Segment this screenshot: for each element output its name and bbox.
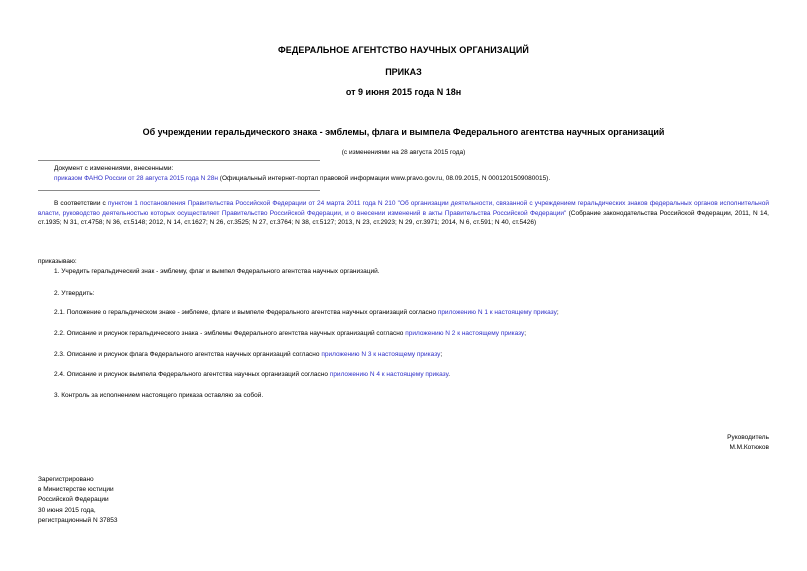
appendix-1-link[interactable]: приложению N 1 к настоящему приказу xyxy=(437,309,557,316)
changes-top-rule xyxy=(38,160,320,161)
order-word: приказываю: xyxy=(38,258,77,265)
appendix-2-link[interactable]: приложению N 2 к настоящему приказу xyxy=(405,330,525,337)
appendix-4-link[interactable]: приложению N 4 к настоящему приказу xyxy=(329,371,449,378)
item-2-4: 2.4. Описание и рисунок вымпела Федерального агентства научных организаций согласно приложению N 4 к настоящему приказу. xyxy=(54,371,450,378)
preamble-paragraph xyxy=(38,199,769,228)
changes-bottom-rule xyxy=(38,190,320,191)
document-type: ПРИКАЗ xyxy=(385,67,422,77)
registration-line-1: Зарегистрировано xyxy=(38,476,94,483)
registration-block xyxy=(38,475,118,526)
amendment-note: (с изменениями на 28 августа 2015 года) xyxy=(341,149,466,156)
changes-intro: Документ с изменениями, внесенными: xyxy=(54,165,174,172)
registration-line-2: в Министерстве юстиции xyxy=(38,486,114,494)
item-2: 2. Утвердить: xyxy=(54,290,95,297)
signatory-position: Руководитель xyxy=(727,434,769,441)
item-1: 1. Учредить геральдический знак - эмблему, флаг и вымпел Федерального агентства научных организаций. xyxy=(54,268,380,275)
item-3: 3. Контроль за исполнением настоящего приказа оставляю за собой. xyxy=(54,392,264,399)
changes-source: (Официальный интернет-портал правовой информации www.pravo.gov.ru, 08.09.2015, N 0001201509080015). xyxy=(218,175,551,182)
signature-block xyxy=(727,433,769,452)
preamble-text-start: В соответствии с xyxy=(54,200,108,207)
appendix-3-link[interactable]: приложению N 3 к настоящему приказу xyxy=(321,351,441,358)
registration-line-4: 30 июня 2015 года, xyxy=(38,506,96,514)
item-2-3: 2.3. Описание и рисунок флага Федерального агентства научных организаций согласно приложению N 3 к настоящему приказу; xyxy=(54,351,443,358)
amending-order-link[interactable]: приказом ФАНО России от 28 августа 2015 года N 28н xyxy=(54,175,218,182)
agency-heading: ФЕДЕРАЛЬНОЕ АГЕНТСТВО НАУЧНЫХ ОРГАНИЗАЦИЙ xyxy=(277,45,529,55)
preamble-text-end: (Собрание законодательства Российской Федерации, 2011, N 14, ст.1935; N 31, ст.4758; N 36, ст.5148; 2012, N 14, ст.1627; N 26, ст.3525; N 27, ст.3764; N 38, ст.5127; 2013, N 23, ст.2923; N 29, ст.3971; 2014, N 6, ст.591; N 40, ст.5426) xyxy=(38,209,769,227)
registration-line-3: Российской Федерации xyxy=(38,496,109,504)
government-decree-link[interactable]: пунктом 1 постановления Правительства Российской Федерации от 24 марта 2011 года N 210 "Об организации деятельности, связанной с учреждением геральдических знаков федеральных органов исполнительной власти, руководство деятельностью которых осуществляет Правительство Российской Федерации, и о внесении изменений в акты Правительства Российской Федерации" xyxy=(38,200,770,217)
document-title: Об учреждении геральдического знака - эмблемы, флага и вымпела Федерального агентства научных организаций xyxy=(142,127,665,137)
document-date: от 9 июня 2015 года N 18н xyxy=(345,87,462,97)
item-2-2: 2.2. Описание и рисунок геральдического знака - эмблемы Федерального агентства научных организаций согласно приложению N 2 к настоящему приказу; xyxy=(54,330,527,337)
signatory-name: М.М.Котюков xyxy=(729,443,769,451)
item-2-1: 2.1. Положение о геральдическом знаке - эмблеме, флаге и вымпеле Федерального агентства научных организаций согласно приложению N 1 к настоящему приказу; xyxy=(54,309,559,316)
registration-line-5: регистрационный N 37853 xyxy=(38,516,118,524)
changes-line xyxy=(54,174,550,183)
